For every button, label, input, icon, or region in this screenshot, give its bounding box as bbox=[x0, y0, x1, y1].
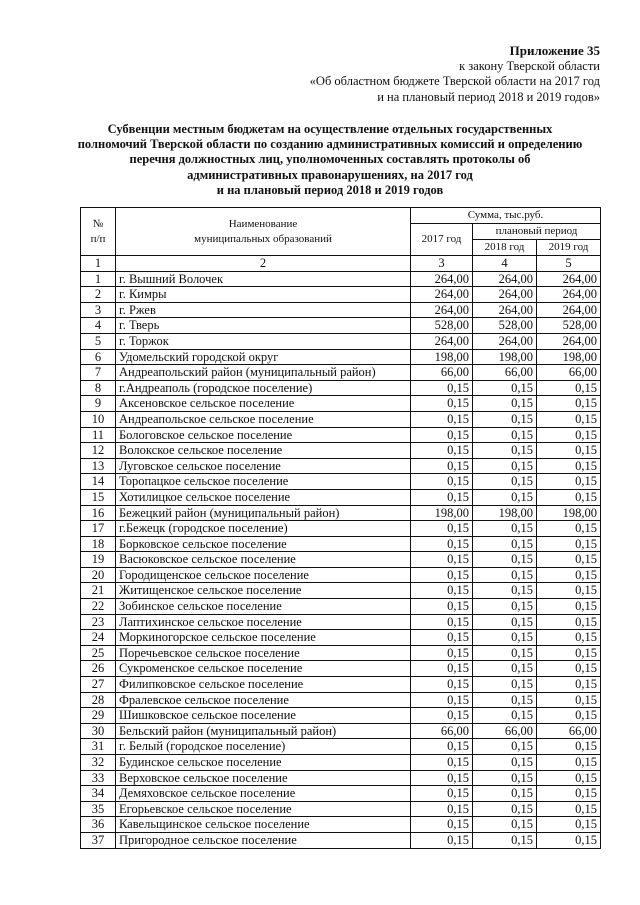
row-number: 34 bbox=[81, 786, 116, 802]
amount-2017: 0,15 bbox=[411, 536, 473, 552]
amount-2019: 66,00 bbox=[537, 365, 601, 381]
amount-2018: 0,15 bbox=[473, 630, 537, 646]
row-number: 7 bbox=[81, 365, 116, 381]
row-number: 21 bbox=[81, 583, 116, 599]
table-header bbox=[81, 208, 601, 272]
table-row bbox=[81, 443, 601, 459]
amount-2019: 0,15 bbox=[537, 755, 601, 771]
header-2019: 2019 год bbox=[537, 240, 601, 256]
document-title-line-1: Субвенции местным бюджетам на осуществление отдельных государственных bbox=[107, 122, 553, 136]
amount-2017: 0,15 bbox=[411, 801, 473, 817]
row-number: 27 bbox=[81, 677, 116, 693]
municipality-name: Андреапольское сельское поселение bbox=[116, 411, 411, 427]
row-number: 6 bbox=[81, 349, 116, 365]
amount-2019: 0,15 bbox=[537, 832, 601, 848]
municipality-name: Аксеновское сельское поселение bbox=[116, 396, 411, 412]
amount-2018: 528,00 bbox=[473, 318, 537, 334]
municipality-name: Филипковское сельское поселение bbox=[116, 677, 411, 693]
table-row bbox=[81, 521, 601, 537]
amount-2019: 0,15 bbox=[537, 536, 601, 552]
municipality-name: Фралевское сельское поселение bbox=[116, 692, 411, 708]
column-index: 4 bbox=[473, 256, 537, 272]
header-number bbox=[81, 208, 116, 256]
municipality-name: г.Бежецк (городское поселение) bbox=[116, 521, 411, 537]
amount-2018: 0,15 bbox=[473, 692, 537, 708]
table-row bbox=[81, 287, 601, 303]
amount-2019: 198,00 bbox=[537, 349, 601, 365]
amount-2019: 0,15 bbox=[537, 380, 601, 396]
amount-2018: 66,00 bbox=[473, 365, 537, 381]
amount-2019: 0,15 bbox=[537, 411, 601, 427]
table-row bbox=[81, 583, 601, 599]
table-row bbox=[81, 599, 601, 615]
amount-2017: 0,15 bbox=[411, 599, 473, 615]
amount-2017: 264,00 bbox=[411, 271, 473, 287]
amount-2019: 0,15 bbox=[537, 396, 601, 412]
municipality-name: г. Вышний Волочек bbox=[116, 271, 411, 287]
table-row bbox=[81, 567, 601, 583]
row-number: 25 bbox=[81, 645, 116, 661]
amount-2017: 66,00 bbox=[411, 723, 473, 739]
municipality-name: г.Андреаполь (городское поселение) bbox=[116, 380, 411, 396]
header-number-line-1: № bbox=[92, 217, 104, 230]
amount-2018: 198,00 bbox=[473, 505, 537, 521]
municipality-name: Шишковское сельское поселение bbox=[116, 708, 411, 724]
amount-2018: 0,15 bbox=[473, 755, 537, 771]
municipality-name: Городищенское сельское поселение bbox=[116, 567, 411, 583]
municipality-name: г. Ржев bbox=[116, 302, 411, 318]
table-row bbox=[81, 723, 601, 739]
municipality-name: Поречьевское сельское поселение bbox=[116, 645, 411, 661]
row-number: 23 bbox=[81, 614, 116, 630]
amount-2018: 0,15 bbox=[473, 817, 537, 833]
appendix-title: Приложение 35 bbox=[509, 43, 600, 58]
amount-2018: 0,15 bbox=[473, 770, 537, 786]
table-row bbox=[81, 489, 601, 505]
row-number: 18 bbox=[81, 536, 116, 552]
row-number: 20 bbox=[81, 567, 116, 583]
table-row bbox=[81, 614, 601, 630]
municipality-name: Борковское сельское поселение bbox=[116, 536, 411, 552]
amount-2019: 0,15 bbox=[537, 443, 601, 459]
amount-2019: 0,15 bbox=[537, 489, 601, 505]
amount-2017: 66,00 bbox=[411, 365, 473, 381]
amount-2018: 0,15 bbox=[473, 832, 537, 848]
table-row bbox=[81, 411, 601, 427]
amount-2017: 0,15 bbox=[411, 380, 473, 396]
row-number: 9 bbox=[81, 396, 116, 412]
amount-2019: 0,15 bbox=[537, 552, 601, 568]
row-number: 35 bbox=[81, 801, 116, 817]
amount-2018: 0,15 bbox=[473, 786, 537, 802]
amount-2018: 66,00 bbox=[473, 723, 537, 739]
document-title-line-3: перечня должностных лиц, уполномоченных составлять протоколы об bbox=[129, 152, 531, 167]
document-title-line-4: административных правонарушениях, на 2017 год bbox=[187, 167, 473, 182]
table-row bbox=[81, 708, 601, 724]
row-number: 8 bbox=[81, 380, 116, 396]
row-number: 3 bbox=[81, 302, 116, 318]
amount-2017: 264,00 bbox=[411, 302, 473, 318]
amount-2018: 0,15 bbox=[473, 427, 537, 443]
amount-2018: 0,15 bbox=[473, 583, 537, 599]
header-2017: 2017 год bbox=[411, 224, 473, 256]
header-number-line-2: п/п bbox=[90, 232, 106, 245]
row-number: 11 bbox=[81, 427, 116, 443]
row-number: 1 bbox=[81, 271, 116, 287]
header-2018: 2018 год bbox=[473, 240, 537, 256]
table-row bbox=[81, 552, 601, 568]
table-row bbox=[81, 692, 601, 708]
row-number: 14 bbox=[81, 474, 116, 490]
municipality-name: Васюковское сельское поселение bbox=[116, 552, 411, 568]
header-name-line-1: Наименование bbox=[228, 217, 298, 230]
amount-2017: 0,15 bbox=[411, 427, 473, 443]
amount-2017: 528,00 bbox=[411, 318, 473, 334]
amount-2017: 0,15 bbox=[411, 411, 473, 427]
appendix-line-3: и на плановый период 2018 и 2019 годов» bbox=[377, 89, 600, 104]
column-index: 2 bbox=[116, 256, 411, 272]
amount-2019: 264,00 bbox=[537, 302, 601, 318]
document-title-line-2: полномочий Тверской области по созданию административных комиссий и определению bbox=[77, 137, 583, 152]
amount-2019: 528,00 bbox=[537, 318, 601, 334]
amount-2017: 0,15 bbox=[411, 708, 473, 724]
municipality-name: г. Кимры bbox=[116, 287, 411, 303]
amount-2019: 0,15 bbox=[537, 817, 601, 833]
amount-2019: 0,15 bbox=[537, 630, 601, 646]
appendix-line-2: «Об областном бюджете Тверской области на 2017 год bbox=[309, 74, 600, 88]
amount-2017: 0,15 bbox=[411, 583, 473, 599]
amount-2018: 0,15 bbox=[473, 458, 537, 474]
table-row bbox=[81, 427, 601, 443]
amount-2018: 0,15 bbox=[473, 411, 537, 427]
municipality-name: Кавельщинское сельское поселение bbox=[116, 817, 411, 833]
table-row bbox=[81, 380, 601, 396]
appendix-header bbox=[180, 43, 600, 105]
table-row bbox=[81, 396, 601, 412]
document-title bbox=[70, 122, 590, 198]
amount-2019: 66,00 bbox=[537, 723, 601, 739]
amount-2017: 198,00 bbox=[411, 349, 473, 365]
amount-2019: 198,00 bbox=[537, 505, 601, 521]
table-row bbox=[81, 458, 601, 474]
table-row bbox=[81, 474, 601, 490]
municipality-name: Моркиногорское сельское поселение bbox=[116, 630, 411, 646]
amount-2019: 0,15 bbox=[537, 427, 601, 443]
amount-2017: 0,15 bbox=[411, 817, 473, 833]
table-body bbox=[81, 271, 601, 848]
row-number: 15 bbox=[81, 489, 116, 505]
header-planning-period: плановый период bbox=[473, 224, 601, 240]
municipality-name: Пригородное сельское поселение bbox=[116, 832, 411, 848]
amount-2018: 0,15 bbox=[473, 536, 537, 552]
row-number: 12 bbox=[81, 443, 116, 459]
column-index-row bbox=[81, 256, 601, 272]
table-row bbox=[81, 832, 601, 848]
row-number: 22 bbox=[81, 599, 116, 615]
column-index: 5 bbox=[537, 256, 601, 272]
table-row bbox=[81, 786, 601, 802]
amount-2018: 0,15 bbox=[473, 661, 537, 677]
table-row bbox=[81, 755, 601, 771]
row-number: 24 bbox=[81, 630, 116, 646]
header-name-line-2: муниципальных образований bbox=[194, 232, 332, 245]
municipality-name: г. Тверь bbox=[116, 318, 411, 334]
amount-2017: 0,15 bbox=[411, 645, 473, 661]
amount-2018: 0,15 bbox=[473, 599, 537, 615]
municipality-name: Верховское сельское поселение bbox=[116, 770, 411, 786]
amount-2018: 0,15 bbox=[473, 739, 537, 755]
header-name bbox=[116, 208, 411, 256]
amount-2019: 0,15 bbox=[537, 692, 601, 708]
amount-2018: 264,00 bbox=[473, 333, 537, 349]
amount-2019: 264,00 bbox=[537, 287, 601, 303]
amount-2018: 0,15 bbox=[473, 474, 537, 490]
amount-2018: 0,15 bbox=[473, 443, 537, 459]
amount-2018: 0,15 bbox=[473, 552, 537, 568]
amount-2019: 264,00 bbox=[537, 333, 601, 349]
amount-2017: 0,15 bbox=[411, 396, 473, 412]
amount-2017: 0,15 bbox=[411, 755, 473, 771]
amount-2017: 0,15 bbox=[411, 677, 473, 693]
row-number: 33 bbox=[81, 770, 116, 786]
municipality-name: г. Белый (городское поселение) bbox=[116, 739, 411, 755]
municipality-name: Луговское сельское поселение bbox=[116, 458, 411, 474]
amount-2019: 0,15 bbox=[537, 567, 601, 583]
row-number: 26 bbox=[81, 661, 116, 677]
amount-2019: 0,15 bbox=[537, 708, 601, 724]
amount-2018: 0,15 bbox=[473, 645, 537, 661]
table-row bbox=[81, 677, 601, 693]
table-row bbox=[81, 505, 601, 521]
amount-2017: 198,00 bbox=[411, 505, 473, 521]
amount-2019: 0,15 bbox=[537, 645, 601, 661]
amount-2018: 0,15 bbox=[473, 521, 537, 537]
amount-2018: 0,15 bbox=[473, 567, 537, 583]
municipality-name: Бологовское сельское поселение bbox=[116, 427, 411, 443]
amount-2018: 0,15 bbox=[473, 614, 537, 630]
table-row bbox=[81, 318, 601, 334]
municipality-name: Зобинское сельское поселение bbox=[116, 599, 411, 615]
amount-2017: 0,15 bbox=[411, 567, 473, 583]
table-row bbox=[81, 661, 601, 677]
table-row bbox=[81, 349, 601, 365]
amount-2017: 0,15 bbox=[411, 521, 473, 537]
amount-2017: 0,15 bbox=[411, 443, 473, 459]
row-number: 10 bbox=[81, 411, 116, 427]
amount-2019: 0,15 bbox=[537, 521, 601, 537]
municipality-name: Будинское сельское поселение bbox=[116, 755, 411, 771]
table-row bbox=[81, 333, 601, 349]
amount-2019: 0,15 bbox=[537, 583, 601, 599]
municipality-name: Торопацкое сельское поселение bbox=[116, 474, 411, 490]
amount-2019: 0,15 bbox=[537, 661, 601, 677]
amount-2018: 0,15 bbox=[473, 801, 537, 817]
row-number: 4 bbox=[81, 318, 116, 334]
table-row bbox=[81, 770, 601, 786]
row-number: 5 bbox=[81, 333, 116, 349]
row-number: 29 bbox=[81, 708, 116, 724]
amount-2019: 0,15 bbox=[537, 801, 601, 817]
amount-2019: 0,15 bbox=[537, 474, 601, 490]
amount-2017: 0,15 bbox=[411, 474, 473, 490]
header-sum: Сумма, тыс.руб. bbox=[411, 208, 601, 224]
municipality-name: Удомельский городской округ bbox=[116, 349, 411, 365]
subsidy-table bbox=[80, 207, 601, 849]
document-title-line-5: и на плановый период 2018 и 2019 годов bbox=[216, 182, 444, 197]
amount-2019: 0,15 bbox=[537, 614, 601, 630]
amount-2018: 0,15 bbox=[473, 380, 537, 396]
column-index: 3 bbox=[411, 256, 473, 272]
amount-2017: 264,00 bbox=[411, 333, 473, 349]
amount-2018: 0,15 bbox=[473, 708, 537, 724]
table-row bbox=[81, 801, 601, 817]
municipality-name: Сукроменское сельское поселение bbox=[116, 661, 411, 677]
amount-2017: 0,15 bbox=[411, 739, 473, 755]
amount-2018: 0,15 bbox=[473, 489, 537, 505]
row-number: 2 bbox=[81, 287, 116, 303]
row-number: 32 bbox=[81, 755, 116, 771]
municipality-name: Егорьевское сельское поселение bbox=[116, 801, 411, 817]
amount-2018: 264,00 bbox=[473, 287, 537, 303]
row-number: 31 bbox=[81, 739, 116, 755]
amount-2018: 264,00 bbox=[473, 271, 537, 287]
amount-2019: 0,15 bbox=[537, 786, 601, 802]
amount-2019: 264,00 bbox=[537, 271, 601, 287]
table-row bbox=[81, 271, 601, 287]
municipality-name: г. Торжок bbox=[116, 333, 411, 349]
municipality-name: Демяховское сельское поселение bbox=[116, 786, 411, 802]
amount-2018: 0,15 bbox=[473, 677, 537, 693]
amount-2019: 0,15 bbox=[537, 458, 601, 474]
row-number: 37 bbox=[81, 832, 116, 848]
table-row bbox=[81, 739, 601, 755]
municipality-name: Житищенское сельское поселение bbox=[116, 583, 411, 599]
column-index: 1 bbox=[81, 256, 116, 272]
amount-2019: 0,15 bbox=[537, 677, 601, 693]
municipality-name: Андреапольский район (муниципальный район) bbox=[116, 365, 411, 381]
appendix-line-1: к закону Тверской области bbox=[459, 58, 600, 73]
row-number: 13 bbox=[81, 458, 116, 474]
row-number: 17 bbox=[81, 521, 116, 537]
amount-2017: 0,15 bbox=[411, 770, 473, 786]
amount-2019: 0,15 bbox=[537, 770, 601, 786]
municipality-name: Волокское сельское поселение bbox=[116, 443, 411, 459]
table-row bbox=[81, 536, 601, 552]
amount-2017: 0,15 bbox=[411, 832, 473, 848]
municipality-name: Бежецкий район (муниципальный район) bbox=[116, 505, 411, 521]
amount-2018: 0,15 bbox=[473, 396, 537, 412]
row-number: 28 bbox=[81, 692, 116, 708]
amount-2019: 0,15 bbox=[537, 739, 601, 755]
municipality-name: Хотилицкое сельское поселение bbox=[116, 489, 411, 505]
row-number: 30 bbox=[81, 723, 116, 739]
amount-2017: 0,15 bbox=[411, 458, 473, 474]
amount-2017: 0,15 bbox=[411, 614, 473, 630]
amount-2017: 0,15 bbox=[411, 489, 473, 505]
municipality-name: Бельский район (муниципальный район) bbox=[116, 723, 411, 739]
amount-2018: 264,00 bbox=[473, 302, 537, 318]
table-row bbox=[81, 645, 601, 661]
table-row bbox=[81, 302, 601, 318]
amount-2017: 0,15 bbox=[411, 630, 473, 646]
table-row bbox=[81, 365, 601, 381]
municipality-name: Лаптихинское сельское поселение bbox=[116, 614, 411, 630]
table-row bbox=[81, 630, 601, 646]
amount-2017: 264,00 bbox=[411, 287, 473, 303]
row-number: 16 bbox=[81, 505, 116, 521]
table-row bbox=[81, 817, 601, 833]
amount-2017: 0,15 bbox=[411, 786, 473, 802]
amount-2019: 0,15 bbox=[537, 599, 601, 615]
amount-2017: 0,15 bbox=[411, 661, 473, 677]
row-number: 36 bbox=[81, 817, 116, 833]
row-number: 19 bbox=[81, 552, 116, 568]
amount-2018: 198,00 bbox=[473, 349, 537, 365]
amount-2017: 0,15 bbox=[411, 692, 473, 708]
amount-2017: 0,15 bbox=[411, 552, 473, 568]
